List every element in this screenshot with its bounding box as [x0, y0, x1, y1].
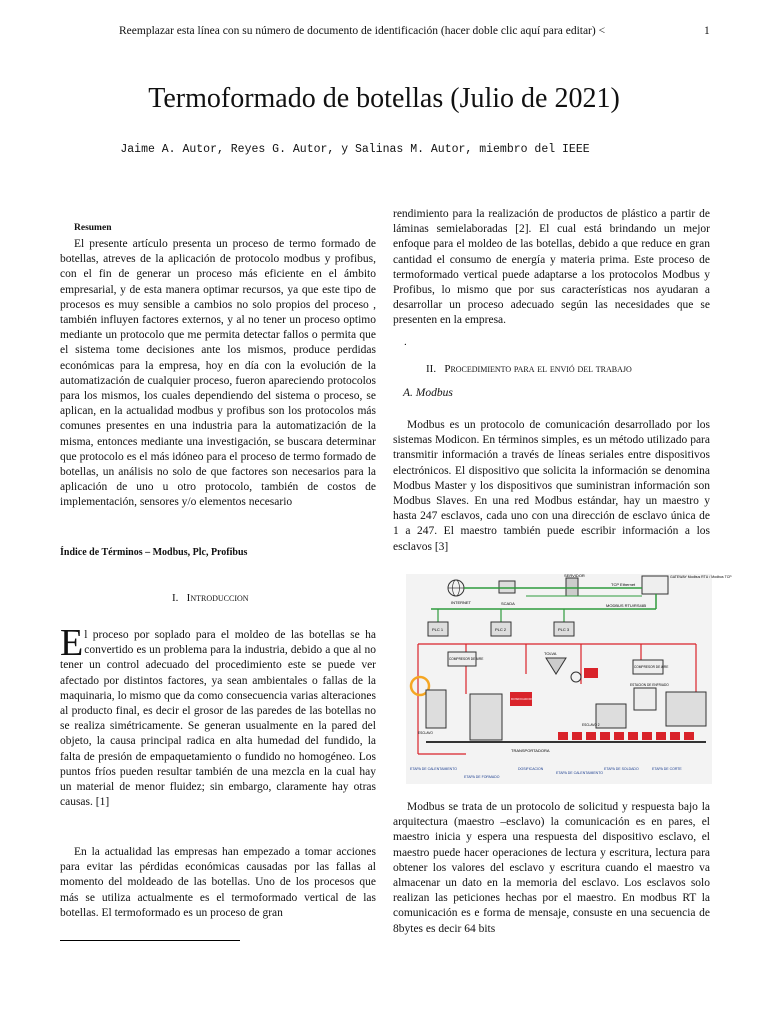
server-icon	[566, 578, 578, 596]
label-compresor: COMPRESOR DE AIRE	[449, 657, 484, 661]
label-tolva: TOLVA	[544, 651, 557, 656]
label-plc3: PLC 3	[558, 627, 570, 632]
label-plc1: PLC 1	[432, 627, 444, 632]
paper-title: Termoformado de botellas (Julio de 2021)	[148, 83, 620, 114]
figure-background	[406, 574, 712, 784]
label-compresor-2: COMPRESOR DE AIRE	[634, 665, 669, 669]
abstract-heading: Resumen	[74, 223, 112, 233]
intro-text-1: l proceso por soplado para el moldeo de las botellas se ha convertido es un problema para la industria, debido a que al no tener un control adecuado del procedimiento este se puede ver afectado por distintos factores, ya sean ambientales o fallas de la maquinaria, lo mismo que da como consecuencia varias alteraciones al producto final, es decir el grosor de las paredes de las botellas no se realiza simétricamente. Se generan usualmente en la pared del objeto, la causa principal radica en alta humedad del fundido, la falta de presión de empaquetamiento o fundido no homogéneo. Los puntos fríos pueden resultar también de una mezcla en la cual hay un material de menor fluidez; sin embargo, claramente hay otras causas. [1]	[60, 629, 376, 809]
cooling-station-icon	[634, 688, 656, 710]
section-intro-heading	[172, 592, 249, 604]
label-servidor: SERVIDOR	[564, 573, 585, 578]
intro-paragraph-1	[60, 622, 376, 810]
right-paragraph-2	[393, 418, 710, 555]
label-dosificacion: DOSIFICACION	[518, 767, 544, 771]
right-paragraph-3	[393, 800, 710, 937]
right-text-1: rendimiento para la realización de productos de plástico a partir de láminas semielaboradas [2]. El cual está brindando un mejor enfoque para el moldeo de las botellas, debido a que reduce en gran cantidad el consumo de energía y materia prima. Este proceso de termoformado vertical puede adaptarse a los protocolos Modbus y Profibus, lo mismo que por sus características nos ayudaran a desarrollar un proceso adecuado según las necesidades que se presenten en la empresa.	[393, 208, 710, 327]
sealing-station-icon	[596, 704, 626, 728]
section-title: Introduccion	[186, 592, 249, 604]
header-placeholder[interactable]: Reemplazar esta línea con su número de documento de identificación (hacer doble clic aquí para editar) <	[119, 25, 606, 37]
label-estacion: ESTACION DE ENFRIADO	[630, 683, 669, 687]
section-number: I.	[172, 592, 179, 604]
authors: Jaime A. Autor, Reyes G. Autor, y Salinas M. Autor, miembro del IEEE	[120, 143, 590, 156]
cutting-station-icon	[666, 692, 706, 726]
indicator-icon	[584, 668, 598, 678]
label-ethernet: TCP Ethernet	[611, 582, 636, 587]
right-text-2: Modbus es un protocolo de comunicación desarrollado por los sistemas Modicon. En términos simples, es un método utilizado para transmitir información a través de líneas seriales entre dispositivos electrónicos. El dispositivo que solicita la información se denomina Modbus Master y los dispositivos que suministran información son Modbus Slaves. En una red Modbus estándar, hay un maestro y hasta 247 esclavos, cada uno con una dirección de esclavo única de 1 a 247. El maestro también puede escribir información a los esclavos [3]	[393, 419, 710, 553]
label-esclavo-2: ESCLAVO 2	[582, 723, 600, 727]
footnote-rule	[60, 940, 240, 941]
label-etapa-calentamiento: ETAPA DE CALENTAMIENTO	[410, 767, 458, 771]
label-internet: INTERNET	[451, 600, 471, 605]
label-etapa-formado: ETAPA DE FORMADO	[464, 775, 500, 779]
section-title: Procedimiento para el envió del trabajo	[444, 363, 632, 375]
label-etapa-soldado: ETAPA DE SOLDADO	[604, 767, 639, 771]
label-transportadora: TRANSPORTADORA	[511, 748, 550, 753]
abstract-text: El presente artículo presenta un proceso de termo formado de botellas, atreves de la aplicación de protocolo modbus y profibus, con el fin de generar un proceso más eficiente en el ámbito empresarial, y de esta manera optimar recursos, ya que este tipo de procesos es muy sensible a cambios no solo propios del proceso , también influyen factores externos, y al no tener un proceso optimo mediante un protocolo que me permita detectar fallos o permita que el sistema tome decisiones ante los mismos, produce perdidas económicas para la empresa, hoy en día con la evolución de la automatización de cualquier proceso, fueron apareciendo protocolos para los mismos, los cuales dependiendo del sistema o proceso, se aplican, en la actualidad modbus y profibus son los protocolos más comunes presentes en una industria para la automatización de la misma, entonces mediante una investigación, se buscara determinar que protocolo es el más idóneo para el proceso de termo formado de botellas, un análisis no solo de que factores son necesarios para la aplicación de uno u otro protocolo, también de costos de implementación, sensores y/o elementos necesario	[60, 238, 376, 509]
modbus-network-figure	[406, 573, 732, 784]
label-etapa-corte: ETAPA DE CORTE	[652, 767, 682, 771]
label-gateway: GATEWAY Modbus RTU / Modbus TCP	[670, 575, 732, 579]
scada-monitor-icon	[499, 581, 515, 593]
subsection-modbus: A. Modbus	[403, 387, 453, 399]
label-scada: SCADA	[501, 601, 515, 606]
intro-paragraph-2	[60, 845, 376, 921]
gateway-icon	[642, 576, 668, 594]
intro-text-2: En la actualidad las empresas han empezado a tomar acciones para evitar las pérdidas económicas causadas por las fallas al momento del moldeado de las botellas. Uno de los procesos que más se utiliza actualmente es el termoformado vertical de las botellas. El termoformado es un proceso de gran	[60, 846, 376, 919]
drop-cap: E	[60, 622, 84, 664]
label-etapa-calentamiento-2: ETAPA DE CALENTAMIENTO	[556, 771, 604, 775]
label-esclavo: ESCLAVO	[418, 731, 433, 735]
label-dosificador: DOSIFICADOR	[511, 697, 532, 701]
label-modbus-rtu: MODBUS RTU/RS485	[606, 603, 647, 608]
label-plc2: PLC 2	[495, 627, 507, 632]
abstract	[60, 237, 376, 511]
right-paragraph-1	[393, 207, 710, 329]
section-2-heading	[426, 363, 632, 375]
page-number: 1	[704, 25, 710, 37]
index-terms: Índice de Términos – Modbus, Plc, Profibus	[60, 547, 248, 558]
forming-station-icon	[470, 694, 502, 740]
stray-dot: .	[404, 336, 407, 348]
right-text-3: Modbus se trata de un protocolo de solicitud y respuesta bajo la arquitectura (maestro –esclavo) la comunicación es en pares, el maestro inicia y espera una respuesta del dispositivo esclavo, el maestro puede hacer operaciones de lectura y escritura, lectura para obtener los valores del esclavo y escritura cuando el maestro va almacenar un dato en la memoria del esclavo. Los esclavos solo realizan las peticiones hechas por el maestro. En modbus RT la comunicación es e forma de mensaje, consuste en una secuencia de 8bytes es decir 64 bits	[393, 801, 710, 935]
section-number: II.	[426, 363, 437, 375]
heater-stack-icon	[426, 690, 446, 728]
